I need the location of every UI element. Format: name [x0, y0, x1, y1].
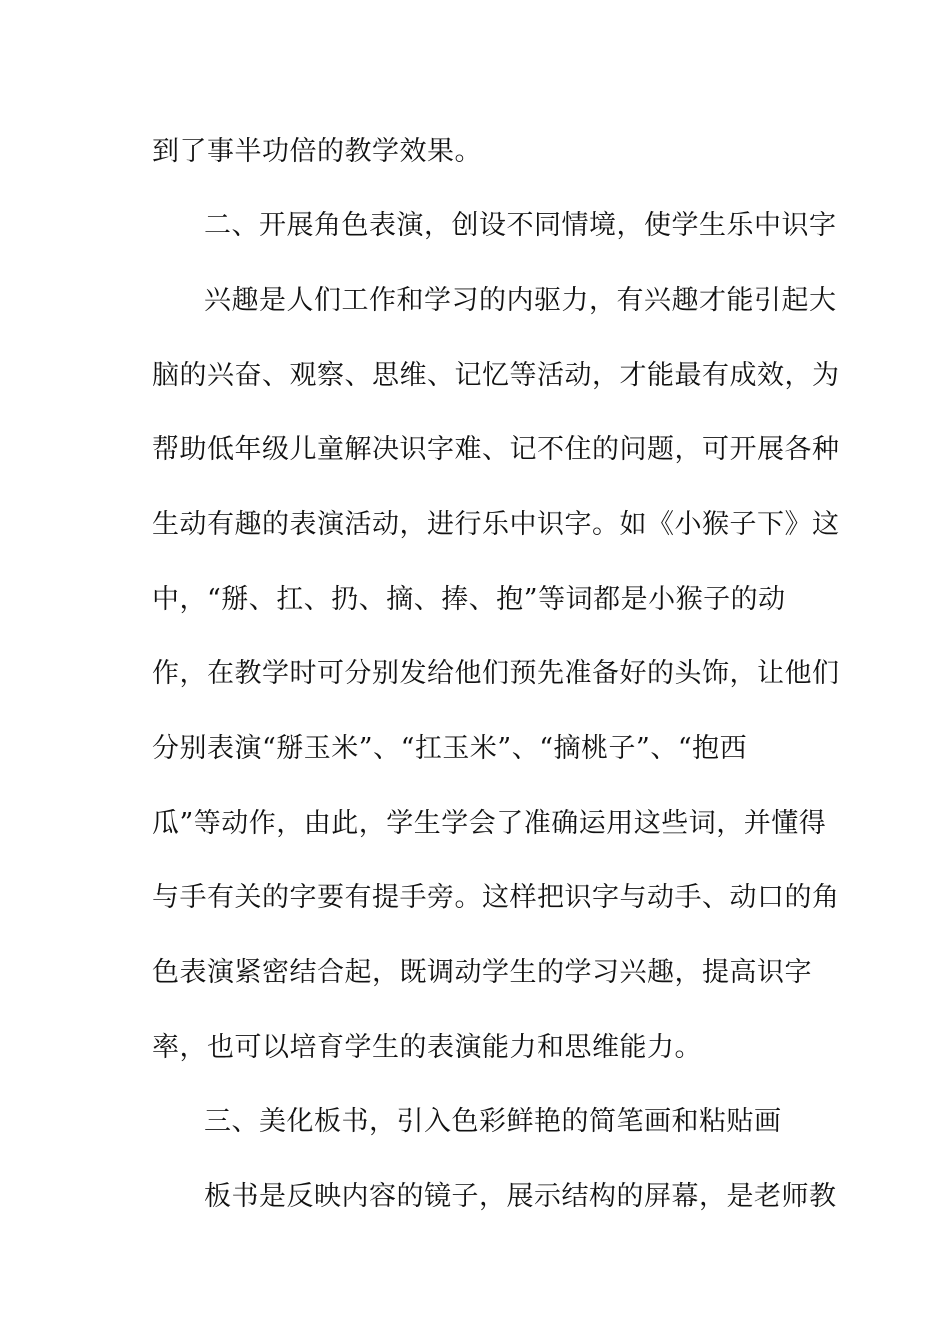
text-line: 兴趣是人们工作和学习的内驱力，有兴趣才能引起大: [204, 285, 837, 316]
text-line: 帮助低年级儿童解决识字难、记不住的问题，可开展各种: [152, 434, 840, 465]
text-line: 中，“掰、扛、扔、摘、捧、抱”等词都是小猴子的动: [152, 584, 786, 615]
text-line: 到了事半功倍的教学效果。: [152, 136, 482, 167]
section-heading: 二、开展角色表演，创设不同情境，使学生乐中识字: [204, 210, 837, 241]
text-line: 生动有趣的表演活动，进行乐中识字。如《小猴子下》这: [152, 509, 840, 540]
text-line: 与手有关的字要有提手旁。这样把识字与动手、动口的角: [152, 882, 840, 913]
text-line: 瓜”等动作，由此，学生学会了准确运用这些词，并懂得: [152, 808, 827, 839]
text-line: 板书是反映内容的镜子，展示结构的屏幕，是老师教: [204, 1181, 837, 1212]
text-line: 色表演紧密结合起，既调动学生的学习兴趣，提高识字: [152, 957, 812, 988]
text-line: 率，也可以培育学生的表演能力和思维能力。: [152, 1032, 702, 1063]
text-line: 分别表演“掰玉米”、“扛玉米”、“摘桃子”、“抱西: [152, 733, 748, 764]
text-line: 作，在教学时可分别发给他们预先准备好的头饰，让他们: [152, 658, 840, 689]
text-line: 脑的兴奋、观察、思维、记忆等活动，才能最有成效，为: [152, 360, 840, 391]
section-heading: 三、美化板书，引入色彩鲜艳的简笔画和粘贴画: [204, 1106, 782, 1137]
